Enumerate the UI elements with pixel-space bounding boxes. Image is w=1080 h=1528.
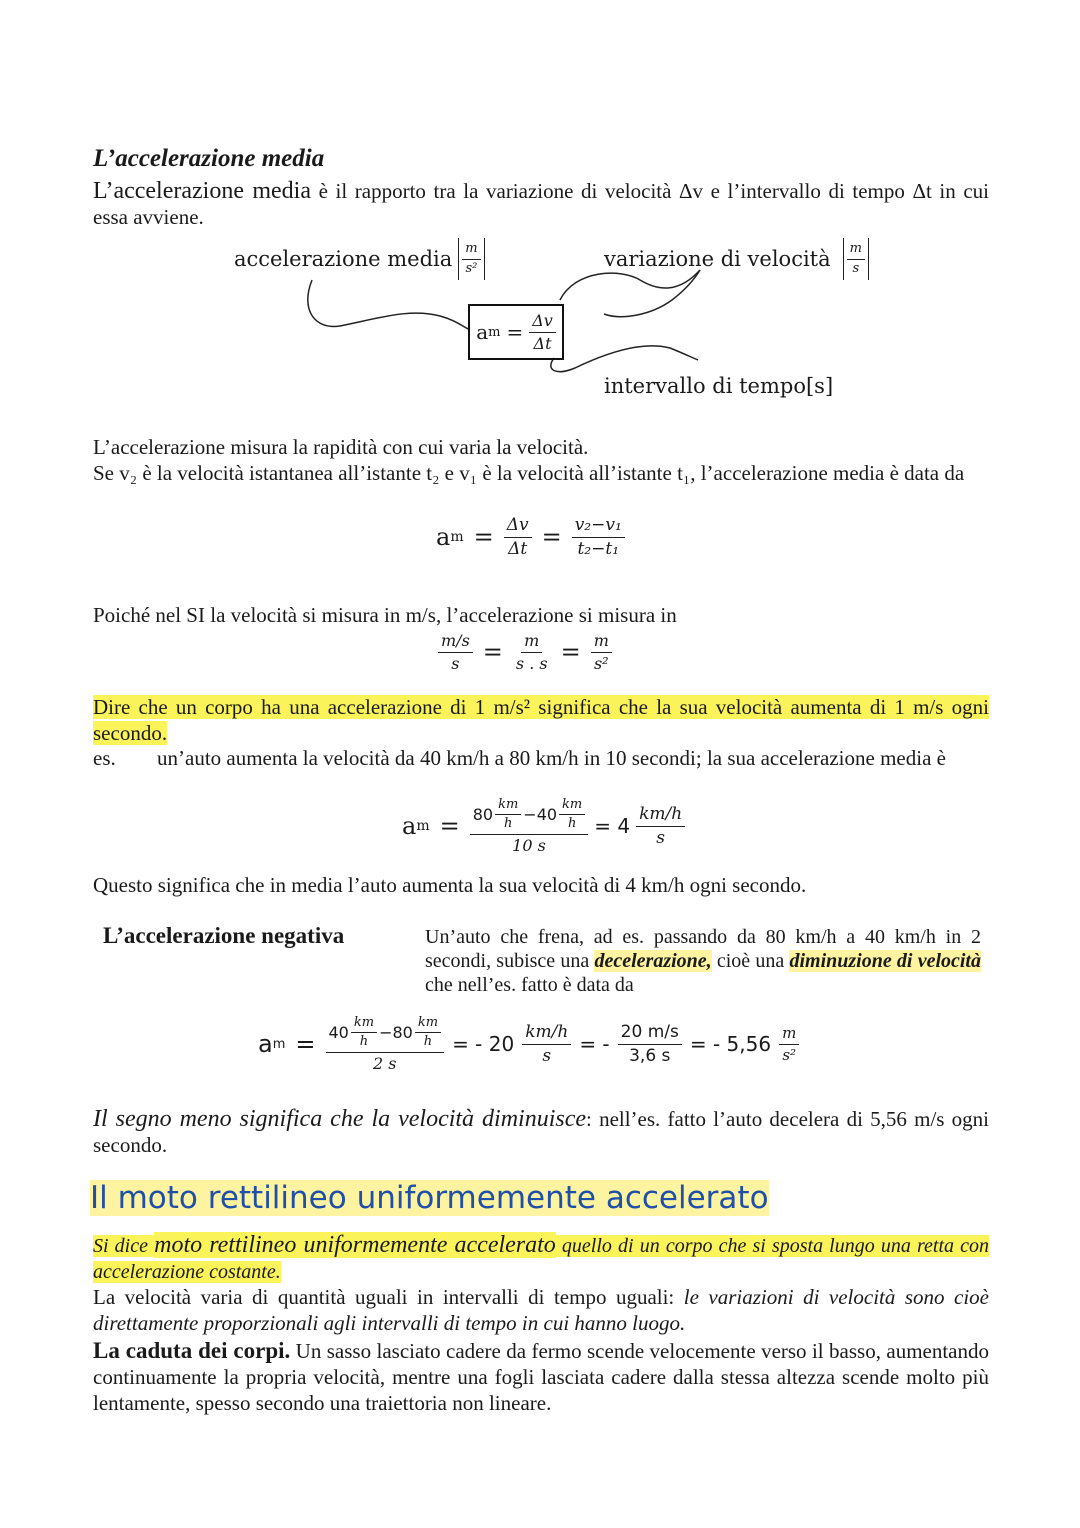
unit-bracket-velocity: $\frac{m}{s}$ bbox=[843, 238, 869, 280]
unit-bracket-accel: $\frac{m}{\text{s²}}$ bbox=[458, 238, 484, 280]
label-variazione-velocita: variazione di velocità $\frac{m}{s}$ bbox=[604, 238, 869, 280]
section-title-accelerazione-media: L’accelerazione media bbox=[93, 145, 325, 172]
negative-accel-paragraph: Un’auto che frena, ad es. passando da 80 km/h a 40 km/h in 2 secondi, subisce una decelerazione, cioè una diminuzione di velocità che nell’es. fatto è data da bbox=[425, 926, 981, 996]
formula-box: a m = $\frac{\Delta v}{\Delta t}$ bbox=[468, 304, 564, 360]
formula-unita: $\frac{m/s}{s}$ = $\frac{m}{s . s}$ = $\frac{m}{\text{s²}}$ bbox=[438, 632, 612, 672]
intro-paragraph bbox=[93, 178, 989, 230]
curve-accel bbox=[308, 280, 470, 330]
formula-accel-media: a m = $\frac{\Delta v}{\Delta t}$ = $\frac{\text{v₂−v₁}}{\text{t₂−t₁}}$ bbox=[436, 516, 625, 558]
label-accelerazione-media: accelerazione media $\frac{m}{\text{s²}}$ bbox=[234, 238, 485, 280]
formula-decelerazione: a m = 40 $\frac{km}{h}$ −80 $\frac{km}{h}$ 2 s = - 20 $\frac{km/h}{s}$ = - $\frac{20 m/s}{3,6 s}$ = - 5,56 $\frac{m}{\text{s²}}$ bbox=[258, 1016, 799, 1072]
segno-meno-paragraph: Il segno meno significa che la velocità diminuisce: nell’es. fatto l’auto decelera di 5,56 m/s ogni secondo. bbox=[93, 1106, 990, 1157]
accel-diagram bbox=[0, 230, 1080, 410]
definition-paragraph: Si dice moto rettilineo uniformemente accelerato quello di un corpo che si sposta lungo una retta con accelerazione costante. bbox=[93, 1232, 990, 1283]
caduta-corpi-paragraph: La caduta dei corpi. Un sasso lasciato cadere da fermo scende velocemente verso il basso, aumentando continuamente la propria velocità, mentre una fogli lasciata cadere dalla stessa altezza scende molto più lentamente, spesso secondo una traiettoria non lineare. bbox=[93, 1338, 990, 1415]
formula-box-den: Δt bbox=[533, 333, 552, 353]
curve-velocity-tail bbox=[604, 270, 700, 317]
section-title-accelerazione-negativa: L’accelerazione negativa bbox=[103, 923, 345, 948]
example-text: un’auto aumenta la velocità da 40 km/h a 80 km/h in 10 secondi; la sua accelerazione media è bbox=[157, 746, 946, 770]
formula-box-lhs: a bbox=[476, 320, 489, 344]
formula-box-num: Δv bbox=[529, 312, 556, 333]
intro-term: L’accelerazione media bbox=[93, 178, 311, 204]
example-line bbox=[93, 745, 993, 771]
para-unita-si: Poiché nel SI la velocità si misura in m/s, l’accelerazione si misura in bbox=[93, 603, 677, 627]
label-intervallo-tempo: intervallo di tempo[s] bbox=[604, 374, 834, 398]
curve-velocity bbox=[560, 270, 700, 300]
curve-time bbox=[551, 346, 698, 372]
formula-esempio-auto: a m = 80 $\frac{km}{h}$ −40 $\frac{km}{h}$ 10 s = 4 $\frac{km/h}{s}$ bbox=[402, 798, 685, 854]
example-label: es. bbox=[93, 746, 116, 770]
section-title-moto-uniformemente-accelerato: Il moto rettilineo uniformemente accelerato bbox=[90, 1180, 769, 1216]
highlight-definition: Dire che un corpo ha una accelerazione di 1 m/s² significa che la sua velocità aumenta di 1 m/s ogni secondo. bbox=[93, 695, 989, 745]
velocity-paragraph: La velocità varia di quantità uguali in intervalli di tempo uguali: le variazioni di velocità sono cioè direttamente proporzionali agli intervalli di tempo in cui hanno luogo. bbox=[93, 1285, 989, 1335]
intro-rest: è il rapporto tra la variazione di velocità Δv e l’intervallo di tempo Δt in cui essa avviene. bbox=[93, 179, 989, 229]
conclusion-paragraph: Questo significa che in media l’auto aumenta la sua velocità di 4 km/h ogni secondo. bbox=[93, 873, 807, 897]
para-rapidita: L’accelerazione misura la rapidità con cui varia la velocità. Se v₂ è la velocità istantanea all’istante t₂ e v₁ è la velocità all’istante t₁, l’accelerazione media è data da bbox=[93, 435, 965, 485]
